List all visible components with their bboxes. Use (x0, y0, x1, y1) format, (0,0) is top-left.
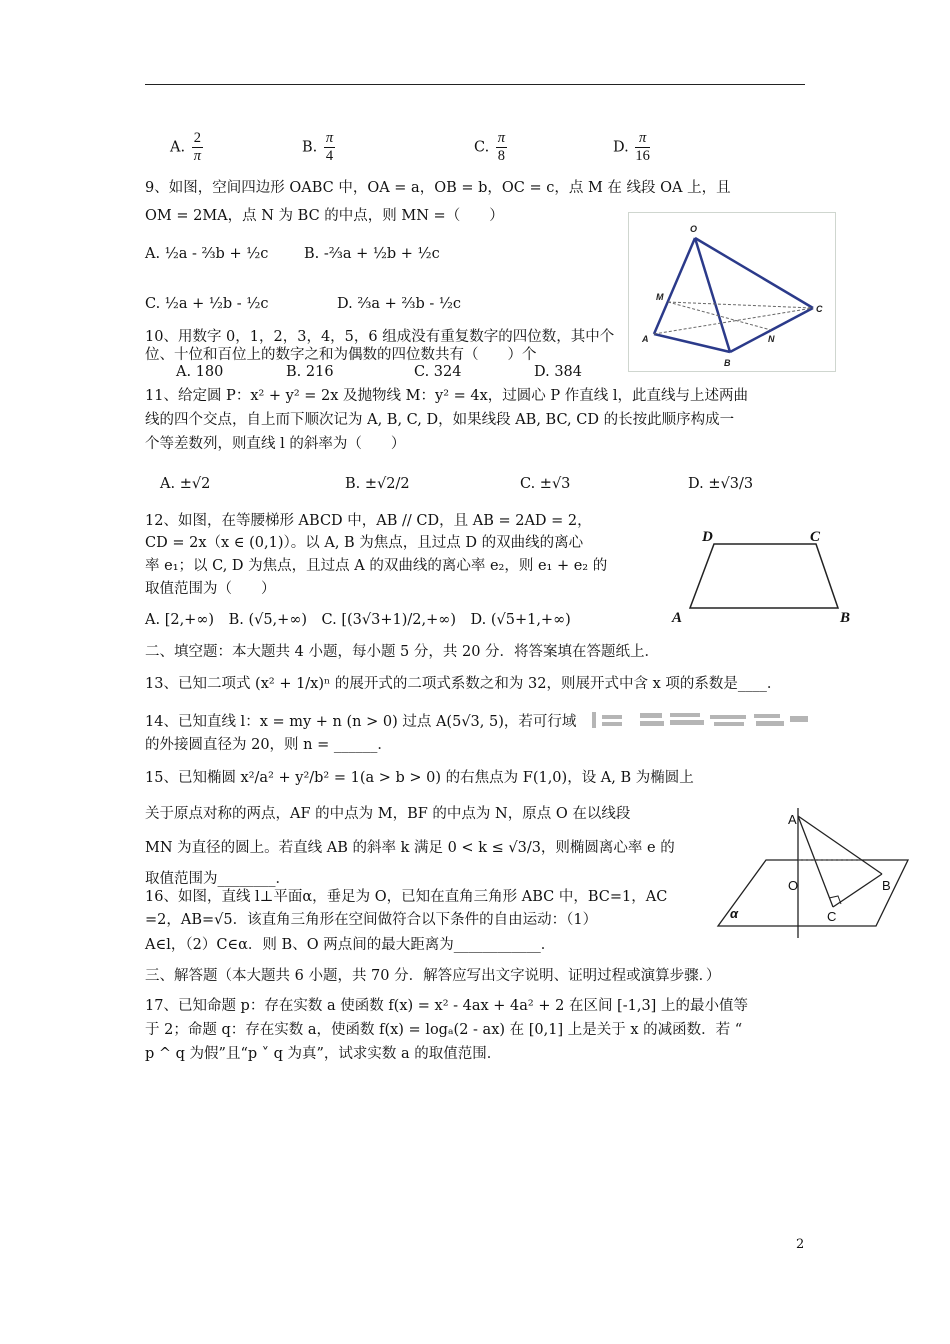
q12-line2: CD = 2x（x ∈ (0,1)）。以 A, B 为焦点，且过点 D 的双曲线的离心 (145, 535, 584, 551)
q12-line4: 取值范围为（ ） (145, 581, 276, 597)
q8-option-c: C. $\frac{\pi}{8}$ (474, 130, 506, 164)
q10-line1: 10、用数字 0，1，2，3，4，5，6 组成没有重复数字的四位数，其中个 (145, 329, 615, 345)
q16-line2: =2，AB=√5．该直角三角形在空间做符合以下条件的自由运动：（1） (145, 912, 598, 928)
q17-line3: p ^ q 为假”且“p ˅ q 为真”，试求实数 a 的取值范围． (145, 1046, 502, 1062)
header-rule (145, 84, 805, 85)
q17-line1: 17、已知命题 p：存在实数 a 使函数 f(x) = x² - 4ax + 4a² + 2 在区间 [-1,3] 上的最小值等 (145, 998, 748, 1014)
q14-line1: 14、已知直线 l：x = my + n (n > 0) 过点 A(5√3, 5)，若可行域 (145, 714, 577, 730)
section2-heading: 二、填空题：本大题共 4 小题，每小题 5 分，共 20 分．将答案填在答题纸上． (145, 644, 660, 660)
label-m: M (656, 292, 664, 302)
q8-option-a: A. $\frac{2}{\pi}$ (170, 130, 201, 164)
q9-option-c: C. ½a + ½b - ½c (145, 296, 269, 312)
q12-line1: 12、如图，在等腰梯形 ABCD 中，AB // CD，且 AB = 2AD = 2， (145, 513, 592, 529)
q9-line1: 9、如图，空间四边形 OABC 中，OA = a，OB = b，OC = c，点 M 在 线段 OA 上，且 (145, 180, 731, 196)
q10-line2: 位、十位和百位上的数字之和为偶数的四位数共有（ ）个 (145, 347, 537, 363)
q8-option-d: D. $\frac{\pi}{16}$ (613, 130, 650, 164)
section3-heading: 三、解答题（本大题共 6 小题，共 70 分．解答应写出文字说明、证明过程或演算步骤．） (145, 968, 721, 984)
label-c: C (816, 304, 823, 314)
q9-option-b: B. -⅔a + ½b + ½c (304, 246, 440, 262)
label-a: A (672, 610, 683, 626)
q9-option-a: A. ½a - ⅔b + ½c (145, 246, 269, 262)
q10-option-c: C. 324 (414, 364, 462, 380)
label-d: D (702, 529, 713, 545)
q11-line1: 11、给定圆 P：x² + y² = 2x 及抛物线 M：y² = 4x，过圆心 P 作直线 l，此直线与上述两曲 (145, 388, 749, 404)
label-b: B (840, 610, 851, 626)
q10-option-d: D. 384 (534, 364, 583, 380)
q11-option-d: D. ±√3/3 (688, 476, 754, 492)
label-c: C (810, 529, 821, 545)
q11-option-a: A. ±√2 (160, 476, 211, 492)
q12-options: A. [2,+∞) B. (√5,+∞) C. [(3√3+1)/2,+∞) D. (√5+1,+∞) (145, 612, 571, 628)
q8-option-b: B. $\frac{\pi}{4}$ (302, 130, 334, 164)
q12-line3: 率 e₁；以 C, D 为焦点，且过点 A 的双曲线的离心率 e₂，则 e₁ + e₂ 的 (145, 558, 608, 574)
label-c: C (827, 909, 837, 924)
page-number: 2 (796, 1237, 805, 1252)
plane-triangle-figure (712, 808, 918, 942)
q17-line2: 于 2；命题 q：存在实数 a，使函数 f(x) = logₐ(2 - ax) 在 [0,1] 上是关于 x 的减函数．若 “ (145, 1022, 743, 1038)
q9-option-d: D. ⅔a + ⅔b - ½c (337, 296, 462, 312)
q16-line1: 16、如图，直线 l⊥平面α，垂足为 O，已知在直角三角形 ABC 中，BC=1，AC (145, 889, 668, 905)
q11-line3: 个等差数列，则直线 l 的斜率为（ ） (145, 436, 406, 452)
q15-line3: MN 为直径的圆上。若直线 AB 的斜率 k 满足 0 < k ≤ √3/3，则椭圆离心率 e 的 (145, 840, 675, 856)
label-a: A (642, 334, 649, 344)
q15-line1: 15、已知椭圆 x²/a² + y²/b² = 1(a > b > 0) 的右焦点为 F(1,0)，设 A, B 为椭圆上 (145, 770, 694, 786)
q10-option-a: A. 180 (176, 364, 224, 380)
label-a: A (788, 812, 797, 827)
q15-line2: 关于原点对称的两点，AF 的中点为 M，BF 的中点为 N，原点 O 在以线段 (145, 806, 631, 822)
q11-option-b: B. ±√2/2 (345, 476, 410, 492)
label-o: O (788, 878, 799, 893)
q11-option-c: C. ±√3 (520, 476, 571, 492)
q13: 13、已知二项式 (x² + 1/x)ⁿ 的展开式的二项式系数之和为 32，则展开式中含 x 项的系数是____． (145, 676, 782, 692)
trapezoid-figure (668, 524, 858, 630)
tetrahedron-figure (628, 212, 836, 372)
q11-line2: 线的四个交点，自上而下顺次记为 A, B, C, D，如果线段 AB, BC, CD 的长按此顺序构成一 (145, 412, 735, 428)
label-b: B (882, 878, 891, 893)
q9-line2: OM = 2MA，点 N 为 BC 的中点，则 MN =（ ） (145, 208, 504, 224)
label-o: O (690, 224, 698, 234)
feasible-region-image (590, 709, 812, 731)
q15-line4: 取值范围为________． (145, 871, 290, 887)
label-n: N (768, 334, 775, 344)
q14-line2: 的外接圆直径为 20，则 n = ______． (145, 737, 392, 753)
q10-option-b: B. 216 (286, 364, 334, 380)
q16-line3: A∈l，（2）C∈α．则 B、O 两点间的最大距离为____________． (145, 937, 556, 953)
label-b: B (724, 358, 731, 368)
label-alpha: α (730, 906, 739, 921)
